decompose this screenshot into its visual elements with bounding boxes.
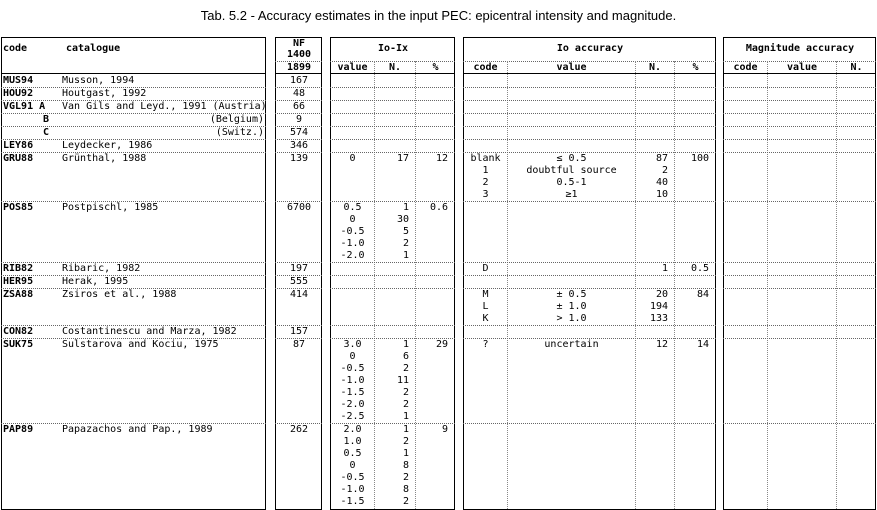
header-io-acc-pct: %: [692, 62, 699, 73]
header-separator: [275, 73, 322, 74]
header-io-accuracy: Io accuracy: [556, 43, 624, 54]
row-catalogue: (Belgium): [209, 114, 264, 125]
header-mag-value: value: [786, 62, 818, 73]
row-io-acc-pct: 14: [696, 339, 709, 350]
row-code: CON82: [3, 326, 34, 337]
row-separator: [330, 100, 455, 101]
col-divider: [674, 61, 675, 509]
row-catalogue: Zsiros et al., 1988: [62, 289, 177, 300]
row-separator: [723, 262, 876, 263]
row-nf: 157: [289, 326, 309, 337]
row-separator: [463, 126, 716, 127]
row-separator: [463, 325, 716, 326]
block-magnitude-accuracy: [723, 37, 876, 510]
row-catalogue: Herak, 1995: [62, 276, 129, 287]
row-separator: [723, 423, 876, 424]
row-catalogue: Sulstarova and Kociu, 1975: [62, 339, 219, 350]
header-io-ix: Io-Ix: [377, 43, 409, 54]
row-nf: 167: [289, 75, 309, 86]
row-separator: [723, 288, 876, 289]
row-code: PAP89: [3, 424, 34, 435]
header-nf-end: 1899: [286, 62, 312, 73]
row-nf: 66: [292, 101, 306, 112]
header-io-ix-value: value: [337, 62, 368, 73]
header-io-ix-n: N.: [388, 62, 402, 73]
row-nf: 574: [289, 127, 309, 138]
row-io-ix-pct: 12: [435, 153, 448, 164]
row-code: LEY86: [3, 140, 34, 151]
row-separator: [463, 201, 716, 202]
row-separator: [330, 139, 455, 140]
row-separator: [723, 87, 876, 88]
header-io-acc-value: value: [556, 62, 587, 73]
row-separator: [723, 338, 876, 339]
row-io-acc-code: ?: [482, 339, 489, 350]
row-code: VGL91 A: [3, 101, 46, 112]
row-separator: [463, 423, 716, 424]
row-catalogue: Ribaric, 1982: [62, 263, 141, 274]
row-separator: [330, 275, 455, 276]
col-divider: [415, 61, 416, 509]
row-io-ix-value: 0.5 0 -0.5 -1.0 -2.0: [340, 202, 365, 261]
row-separator: [723, 126, 876, 127]
row-separator: [723, 100, 876, 101]
row-catalogue: Costantinescu and Marza, 1982: [62, 326, 237, 337]
row-io-ix-value: 0: [349, 153, 356, 164]
row-nf: 6700: [286, 202, 312, 213]
row-io-acc-code: D: [482, 263, 489, 274]
row-nf: 414: [289, 289, 309, 300]
row-separator: [723, 113, 876, 114]
row-catalogue: Houtgast, 1992: [62, 88, 147, 99]
row-catalogue: (Switz.): [215, 127, 264, 138]
row-nf: 197: [289, 263, 309, 274]
table-title: Tab. 5.2 - Accuracy estimates in the input PEC: epicentral intensity and magnitude.: [200, 8, 677, 23]
row-code: C: [42, 127, 49, 138]
row-separator: [463, 275, 716, 276]
header-mag-n: N.: [850, 62, 863, 73]
header-nf: NF: [292, 38, 306, 49]
row-separator: [330, 288, 455, 289]
row-io-acc-n: 12: [655, 339, 668, 350]
header-magnitude-accuracy: Magnitude accuracy: [745, 43, 855, 54]
row-code: MUS94: [3, 75, 34, 86]
row-catalogue: Van Gils and Leyd., 1991 (Austria): [62, 101, 267, 112]
header-io-acc-code: code: [473, 62, 498, 73]
header-mag-code: code: [733, 62, 758, 73]
col-divider: [635, 61, 636, 509]
row-nf: 87: [292, 339, 306, 350]
row-separator: [330, 87, 455, 88]
row-code: B: [42, 114, 49, 125]
row-io-ix-value: 3.0 0 -0.5 -1.0 -1.5 -2.0 -2.5: [340, 339, 365, 422]
row-catalogue: Grünthal, 1988: [62, 153, 147, 164]
row-separator: [330, 126, 455, 127]
row-separator: [723, 139, 876, 140]
row-code: SUK75: [3, 339, 34, 350]
row-nf: 139: [289, 153, 309, 164]
row-io-acc-n: 87 2 40 10: [655, 153, 668, 200]
header-nf-start: 1400: [286, 49, 312, 60]
row-separator: [723, 325, 876, 326]
header-io-ix-pct: %: [432, 62, 439, 73]
row-separator: [1, 275, 266, 276]
row-io-acc-code: blank 1 2 3: [470, 153, 501, 200]
row-code: ZSA88: [3, 289, 34, 300]
row-io-acc-pct: 100: [690, 153, 709, 164]
row-catalogue: Leydecker, 1986: [62, 140, 153, 151]
header-separator: [1, 73, 266, 74]
row-io-acc-value: uncertain: [544, 339, 599, 350]
row-io-ix-pct: 29: [435, 339, 448, 350]
row-separator: [330, 113, 455, 114]
row-io-acc-n: 20 194 133: [649, 289, 668, 324]
row-separator: [463, 113, 716, 114]
row-separator: [723, 201, 876, 202]
header-separator: [330, 73, 455, 74]
row-separator: [330, 325, 455, 326]
col-divider: [836, 61, 837, 509]
row-io-ix-value: 2.0 1.0 0.5 0 -0.5 -1.0 -1.5: [340, 424, 365, 507]
col-divider: [767, 61, 768, 509]
row-io-ix-n: 17: [396, 153, 409, 164]
row-nf: 346: [289, 140, 309, 151]
row-io-acc-code: M L K: [482, 289, 489, 324]
row-catalogue: Papazachos and Pap., 1989: [62, 424, 213, 435]
row-separator: [463, 87, 716, 88]
row-io-acc-pct: 0.5: [690, 263, 709, 274]
row-nf: 262: [289, 424, 309, 435]
row-io-acc-value: ≤ 0.5 doubtful source 0.5-1 ≥1: [526, 153, 617, 200]
header-separator: [463, 73, 716, 74]
row-io-acc-n: 1: [661, 263, 668, 274]
row-nf: 9: [295, 114, 303, 125]
row-code: POS85: [3, 202, 34, 213]
header-io-acc-n: N.: [648, 62, 662, 73]
col-divider: [507, 61, 508, 509]
row-io-ix-n: 1 6 2 11 2 2 1: [396, 339, 409, 422]
row-io-acc-value: ± 0.5 ± 1.0 > 1.0: [556, 289, 587, 324]
row-separator: [463, 100, 716, 101]
row-nf: 48: [292, 88, 306, 99]
row-io-ix-n: 1 2 1 8 2 8 2: [402, 424, 409, 507]
row-separator: [463, 139, 716, 140]
row-io-ix-n: 1 30 5 2 1: [396, 202, 409, 261]
row-io-acc-pct: 84: [696, 289, 709, 300]
row-separator: [330, 262, 455, 263]
row-catalogue: Postpischl, 1985: [62, 202, 159, 213]
row-separator: [723, 152, 876, 153]
row-nf: 555: [289, 276, 309, 287]
row-separator: [723, 275, 876, 276]
header-separator: [723, 73, 876, 74]
row-code: GRU88: [3, 153, 34, 164]
row-catalogue: Musson, 1994: [62, 75, 135, 86]
row-code: HOU92: [3, 88, 34, 99]
header-catalogue: catalogue: [66, 43, 121, 54]
header-code: code: [3, 43, 28, 54]
row-io-ix-pct: 9: [441, 424, 448, 435]
row-code: HER95: [3, 276, 34, 287]
row-code: RIB82: [3, 263, 34, 274]
row-io-ix-pct: 0.6: [429, 202, 448, 213]
